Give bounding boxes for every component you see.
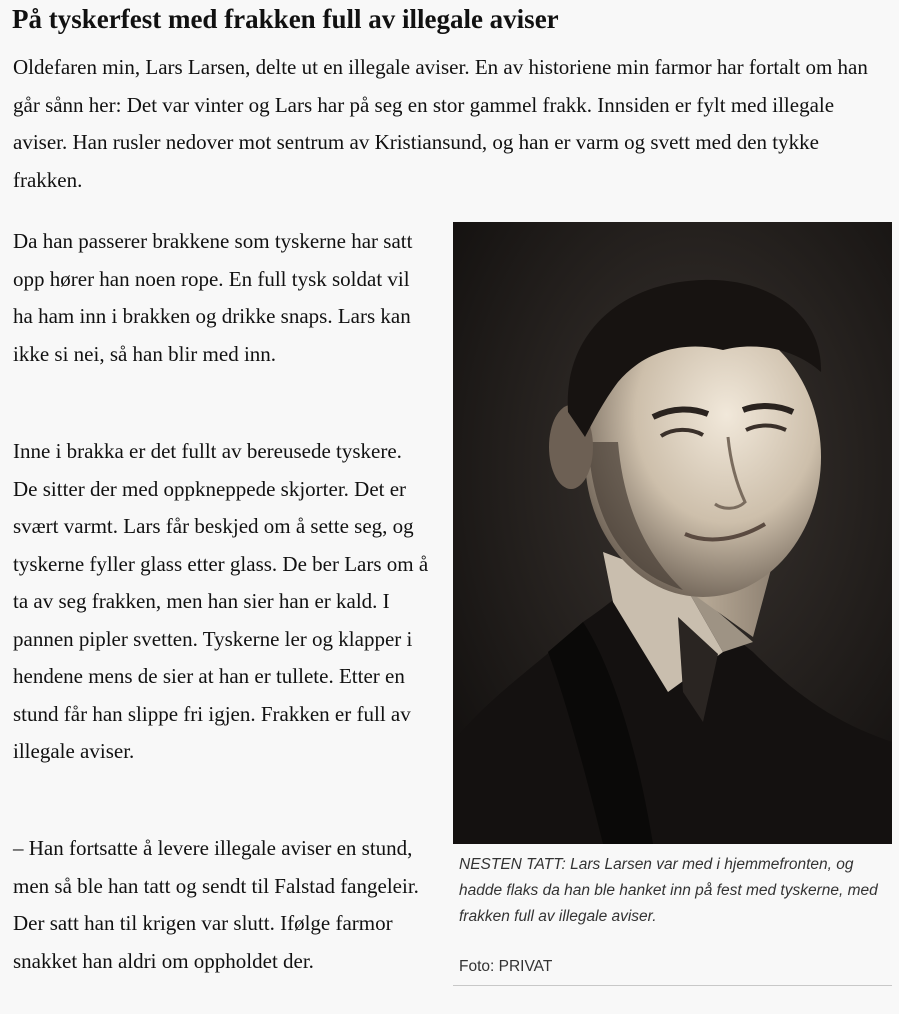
portrait-photo[interactable] xyxy=(453,222,892,844)
article-figure xyxy=(453,222,892,986)
photo-caption: NESTEN TATT: Lars Larsen var med i hjemmefronten, og hadde flaks da han ble hanket inn på fest med tyskerne, med frakken full av illegale aviser. xyxy=(459,856,878,925)
article-paragraph-intro: Oldefaren min, Lars Larsen, delte ut en illegale aviser. En av historiene min farmor har fortalt om han går sånn her: Det var vinter og Lars har på seg en stor gammel frakk. Innsiden er fylt med illegale aviser. Han rusler nedover mot sentrum av Kristiansund, og han er varm og svett med den tykke frakken. xyxy=(13,55,868,192)
article-headline: På tyskerfest med frakken full av illegale aviser xyxy=(12,4,559,34)
photo-credit: Foto: PRIVAT xyxy=(459,958,553,975)
article-paragraph: – Han fortsatte å levere illegale aviser en stund, men så ble han tatt og sendt til Falstad fangeleir. Der satt han til krigen var slutt. Ifølge farmor snakket han aldri om oppholdet der. xyxy=(13,836,419,973)
article-paragraph: Inne i brakka er det fullt av bereusede tyskere. De sitter der med oppkneppede skjorter. Det er svært varmt. Lars får beskjed om å sette seg, og tyskerne fyller glass etter glass. De ber Lars om å ta av seg frakken, men han sier han er kald. I pannen pipler svetten. Tyskerne ler og klapper i hendene mens de sier at han er tullete. Etter en stund får han slippe fri igjen. Frakken er full av illegale aviser. xyxy=(13,439,429,763)
article-paragraph: Da han passerer brakkene som tyskerne har satt opp hører han noen rope. En full tysk soldat vil ha ham inn i brakken og drikke snaps. Lars kan ikke si nei, så han blir med inn. xyxy=(13,229,413,366)
